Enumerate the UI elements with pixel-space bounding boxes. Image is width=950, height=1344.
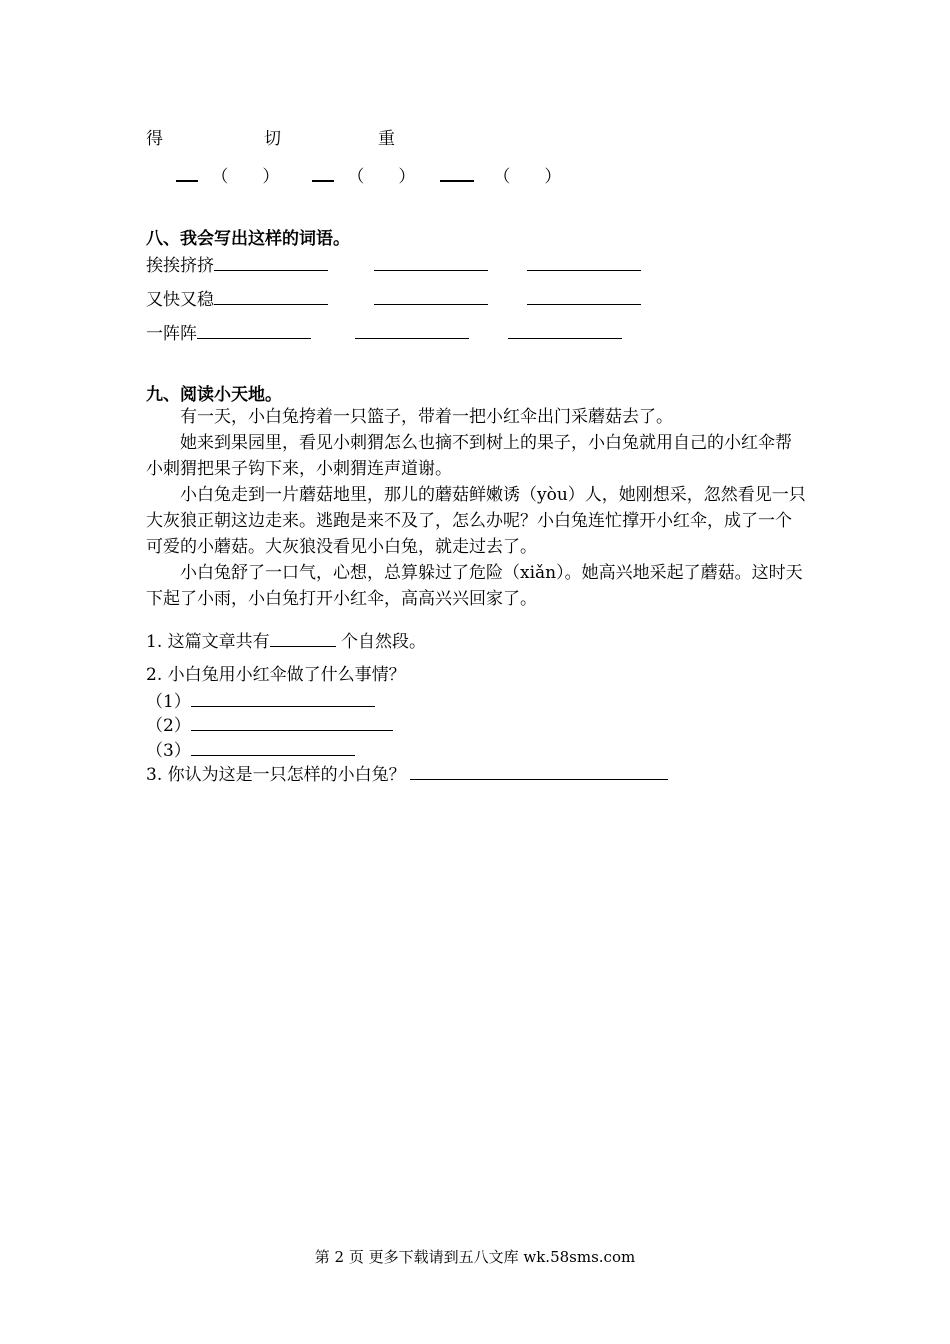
- answer-line[interactable]: [527, 286, 641, 305]
- blank-line[interactable]: [440, 162, 474, 182]
- answer-line[interactable]: [191, 712, 393, 731]
- item-number: （3）: [146, 741, 191, 761]
- blank-line[interactable]: [312, 162, 334, 182]
- blank-group-1[interactable]: [176, 162, 279, 190]
- question-2-item-2: [146, 712, 393, 739]
- blank-group-3[interactable]: [440, 162, 561, 190]
- paren-blank[interactable]: （ ）: [493, 167, 562, 187]
- page-footer: 第 2 页 更多下载请到五八文库 wk.58sms.com: [314, 1248, 636, 1266]
- answer-line[interactable]: [355, 320, 469, 339]
- word-row-2: [146, 286, 328, 313]
- item-number: （2）: [146, 716, 191, 736]
- word-row-1: [146, 252, 328, 279]
- char-de: 得: [146, 129, 163, 149]
- paragraph: 有一天，小白兔挎着一只篮子，带着一把小红伞出门采蘑菇去了。: [180, 407, 673, 427]
- section-9-heading: 九、阅读小天地。: [146, 385, 282, 405]
- paragraph: 小白兔舒了一口气，心想，总算躲过了危险（xiǎn）。她高兴地采起了蘑菇。这时天下起了小雨，小白兔打开小红伞，高高兴兴回家了。: [146, 563, 803, 609]
- question-2: 2. 小白兔用小红伞做了什么事情？: [146, 665, 406, 685]
- answer-line[interactable]: [214, 286, 328, 305]
- word-label: 一阵阵: [146, 324, 197, 344]
- question-1-suffix: 个自然段。: [335, 632, 427, 652]
- question-1: [146, 628, 426, 655]
- paragraph: 她来到果园里，看见小刺猬怎么也摘不到树上的果子，小白兔就用自己的小红伞帮小刺猬把果子钩下来，小刺猬连声道谢。: [146, 433, 792, 479]
- question-3-text: 3. 你认为这是一只怎样的小白兔？: [146, 765, 406, 785]
- question-3: [146, 761, 668, 788]
- word-label: 挨挨挤挤: [146, 256, 214, 276]
- word-row-3: [146, 320, 311, 347]
- section-8-heading: 八、我会写出这样的词语。: [146, 229, 350, 249]
- answer-line[interactable]: [197, 320, 311, 339]
- answer-line[interactable]: [214, 252, 328, 271]
- question-2-item-3: [146, 737, 355, 764]
- word-label: 又快又稳: [146, 290, 214, 310]
- answer-line[interactable]: [374, 286, 488, 305]
- paragraph: 小白兔走到一片蘑菇地里，那儿的蘑菇鲜嫩诱（yòu）人，她刚想采，忽然看见一只大灰狼正朝这边走来。逃跑是来不及了，怎么办呢？小白兔连忙撑开小红伞，成了一个可爱的小蘑菇。大灰狼没看见小白兔，就走过去了。: [146, 485, 806, 557]
- question-1-text: 1. 这篇文章共有: [146, 632, 270, 652]
- char-zhong: 重: [378, 129, 395, 149]
- answer-line[interactable]: [527, 252, 641, 271]
- answer-line[interactable]: [191, 737, 355, 756]
- answer-line[interactable]: [410, 761, 668, 780]
- paren-blank[interactable]: （ ）: [211, 167, 280, 187]
- blank-line[interactable]: [176, 162, 198, 182]
- paren-blank[interactable]: （ ）: [347, 167, 416, 187]
- reading-passage: [146, 404, 806, 612]
- answer-line[interactable]: [508, 320, 622, 339]
- answer-line[interactable]: [270, 628, 336, 647]
- char-qie: 切: [264, 129, 281, 149]
- blank-group-2[interactable]: [312, 162, 415, 190]
- answer-line[interactable]: [374, 252, 488, 271]
- item-number: （1）: [146, 692, 191, 712]
- question-2-item-1: [146, 688, 375, 715]
- answer-line[interactable]: [191, 688, 375, 707]
